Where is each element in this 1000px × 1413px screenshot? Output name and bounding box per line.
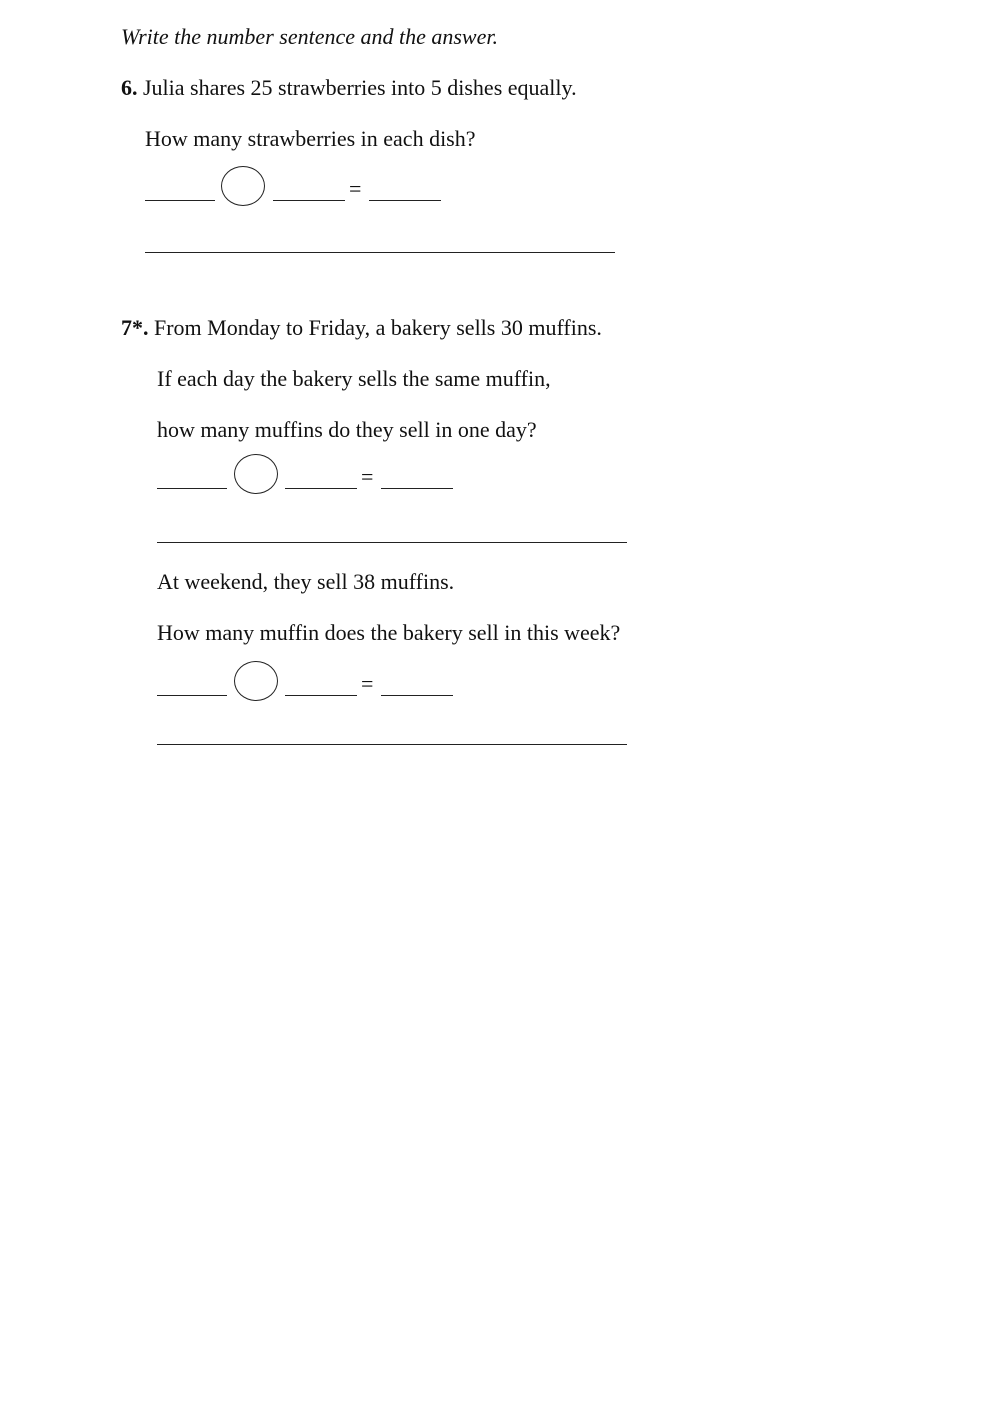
number-sentence-q7b [157, 661, 477, 705]
answer-line-q6[interactable] [145, 252, 615, 253]
question-7-line-2: If each day the bakery sells the same muffin, [157, 366, 551, 391]
operator-circle[interactable] [234, 454, 278, 494]
blank-result[interactable] [381, 488, 453, 489]
blank-second-number[interactable] [285, 695, 357, 696]
equals-sign: = [349, 176, 362, 201]
number-sentence-q6 [145, 166, 465, 210]
blank-first-number[interactable] [157, 695, 227, 696]
question-6 [121, 75, 577, 101]
question-7-text: From Monday to Friday, a bakery sells 30 muffins. [154, 315, 602, 340]
question-7-line-4: At weekend, they sell 38 muffins. [157, 569, 455, 594]
blank-result[interactable] [381, 695, 453, 696]
instruction-text: Write the number sentence and the answer. [121, 24, 498, 49]
blank-second-number[interactable] [285, 488, 357, 489]
blank-first-number[interactable] [157, 488, 227, 489]
question-7-prompt-a: how many muffins do they sell in one day? [157, 417, 537, 442]
answer-line-q7b[interactable] [157, 744, 627, 745]
equals-sign: = [361, 671, 374, 696]
equals-sign: = [361, 464, 374, 489]
question-6-number: 6. [121, 75, 138, 100]
blank-result[interactable] [369, 200, 441, 201]
blank-first-number[interactable] [145, 200, 215, 201]
question-7 [121, 315, 602, 341]
answer-line-q7a[interactable] [157, 542, 627, 543]
blank-second-number[interactable] [273, 200, 345, 201]
question-7-number: 7*. [121, 315, 149, 340]
operator-circle[interactable] [221, 166, 265, 206]
number-sentence-q7a [157, 454, 477, 498]
question-6-text: Julia shares 25 strawberries into 5 dishes equally. [143, 75, 577, 100]
question-7-prompt-b: How many muffin does the bakery sell in this week? [157, 620, 621, 645]
operator-circle[interactable] [234, 661, 278, 701]
question-6-prompt: How many strawberries in each dish? [145, 126, 476, 151]
